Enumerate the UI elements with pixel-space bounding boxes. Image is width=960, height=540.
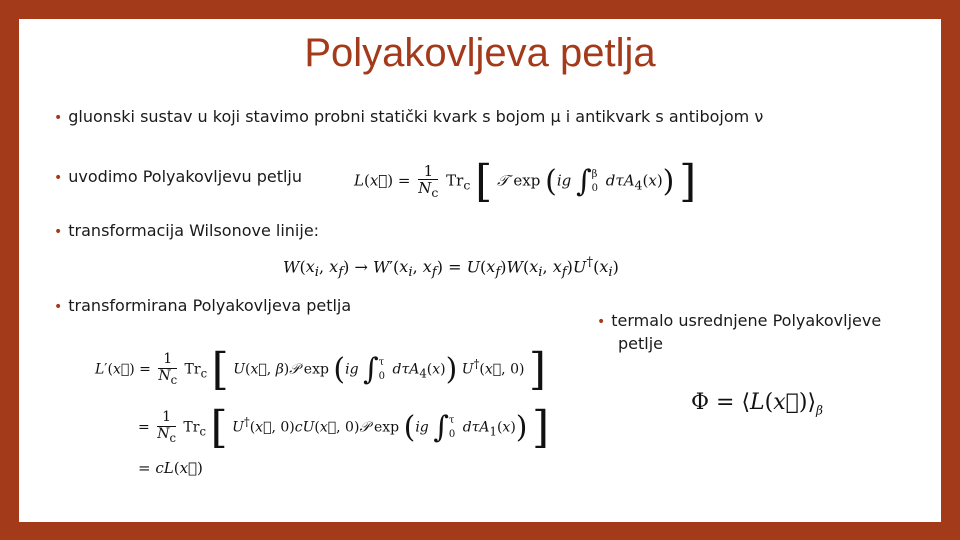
equation-polyakov-loop: L(x⃗) = $\frac{1}{N_c}$ $Tr_c$ [ 𝒯 exp (ig ∫ β 0 dτA$_4$(x)) ] [354,156,697,207]
slide [19,19,941,522]
equation-transformed-line-3: = cL(x⃗) [138,459,203,477]
fraction: $\frac{1}{N_c}$ [418,161,439,201]
bullet-text: transformacija Wilsonove linije: [68,221,320,240]
bullet-text: uvodimo Polyakovljevu petlju [68,167,302,186]
bullet-transformed-loop [54,296,351,315]
bullet-introduce-loop [54,167,302,186]
equation-wilson-line: $W(x_i$, $x_f) \to W'(x_i$, $x_f) = U(x_f)W(x_i$, $x_f)U^\dagger(x_i)$ [283,255,619,281]
bullet-gluon-system [54,107,763,126]
bullet-dot-icon: • [54,299,63,315]
bullet-dot-icon: • [54,110,63,126]
page-title: Polyakovljeva petlja [304,31,656,75]
bullet-dot-icon: • [54,170,63,186]
bullet-thermal-average [597,310,881,355]
equation-thermal-average: $\Phi = ⟨L(x⃗)⟩_\beta$ [691,390,823,418]
equation-transformed-line-1: L′(x⃗) = $\frac{1}{N_c}$ $Tr_c$ [ U(x⃗, β)𝒫 exp (ig ∫ τ 0 dτA$_4$(x)) U†(x⃗, 0) ] [95,344,547,395]
equation-transformed-line-2: = $\frac{1}{N_c}$ $Tr_c$ [ U†(x⃗, 0)cU(x⃗, 0)𝒫 exp (ig ∫ τ 0 dτA$_1$(x)) ] [138,402,550,453]
bullet-wilson-transform [54,221,319,240]
bullet-dot-icon: • [54,224,63,240]
bullet-text: termalo usrednjene Polyakovljeve [611,311,882,330]
bullet-text: transformirana Polyakovljeva petlja [68,296,352,315]
bullet-dot-icon: • [597,314,606,330]
bullet-text-cont: petlje [618,334,664,353]
bullet-text: gluonski sustav u koji stavimo probni statički kvark s bojom μ i antikvark s antibojom ν [68,107,764,126]
